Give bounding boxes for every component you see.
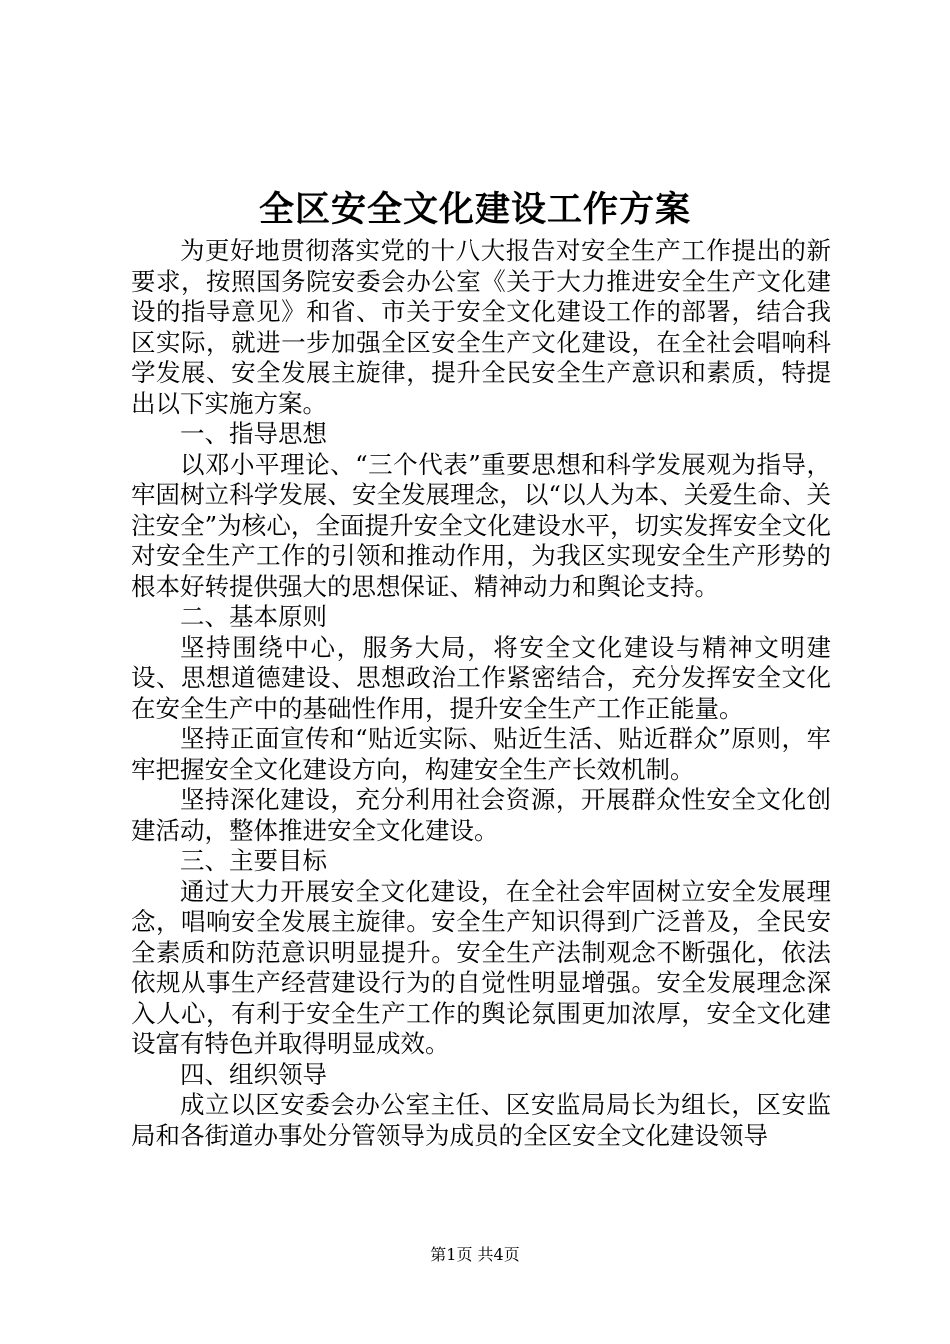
heading-organization: 四、组织领导 bbox=[180, 1059, 327, 1089]
paragraph-guiding-ideology: 以邓小平理论、“三个代表”重要思想和科学发展观为指导，牢固树立科学发展、安全发展理念，以“以人为本、关爱生命、关注安全”为核心，全面提升安全文化建设水平，切实发挥安全文化对安全生产工作的引领和推动作用，为我区实现安全生产形势的根本好转提供强大的思想保证、精神动力和舆论支持。 bbox=[131, 449, 831, 601]
heading-guiding-ideology: 一、指导思想 bbox=[180, 419, 327, 448]
paragraph-principle-1: 坚持围绕中心，服务大局，将安全文化建设与精神文明建设、思想道德建设、思想政治工作紧密结合，充分发挥安全文化在安全生产中的基础性作用，提升安全生产工作正能量。 bbox=[131, 632, 831, 723]
paragraph-principle-2: 坚持正面宣传和“贴近实际、贴近生活、贴近群众”原则，牢牢把握安全文化建设方向，构建安全生产长效机制。 bbox=[131, 724, 831, 784]
paragraph-main-goals: 通过大力开展安全文化建设，在全社会牢固树立安全发展理念，唱响安全发展主旋律。安全生产知识得到广泛普及，全民安全素质和防范意识明显提升。安全生产法制观念不断强化，依法依规从事生产经营建设行为的自觉性明显增强。安全发展理念深入人心，有利于安全生产工作的舆论氛围更加浓厚，安全文化建设富有特色并取得明显成效。 bbox=[131, 876, 831, 1058]
paragraph-organization: 成立以区安委会办公室主任、区安监局局长为组长，区安监局和各街道办事处分管领导为成员的全区安全文化建设领导 bbox=[131, 1090, 831, 1150]
document-title: 全区安全文化建设工作方案 bbox=[258, 189, 691, 230]
paragraph-principle-3: 坚持深化建设，充分利用社会资源，开展群众性安全文化创建活动，整体推进安全文化建设。 bbox=[131, 785, 831, 845]
paragraph-intro: 为更好地贯彻落实党的十八大报告对安全生产工作提出的新要求，按照国务院安委会办公室《关于大力推进安全生产文化建设的指导意见》和省、市关于安全文化建设工作的部署，结合我区实际，就进一步加强全区安全生产文化建设，在全社会唱响科学发展、安全发展主旋律，提升全民安全生产意识和素质，特提出以下实施方案。 bbox=[131, 236, 831, 418]
page-footer: 第1页 共4页 bbox=[430, 1245, 520, 1264]
document-body bbox=[131, 236, 831, 1151]
heading-basic-principles: 二、基本原则 bbox=[180, 602, 327, 631]
heading-main-goals: 三、主要目标 bbox=[180, 846, 327, 875]
